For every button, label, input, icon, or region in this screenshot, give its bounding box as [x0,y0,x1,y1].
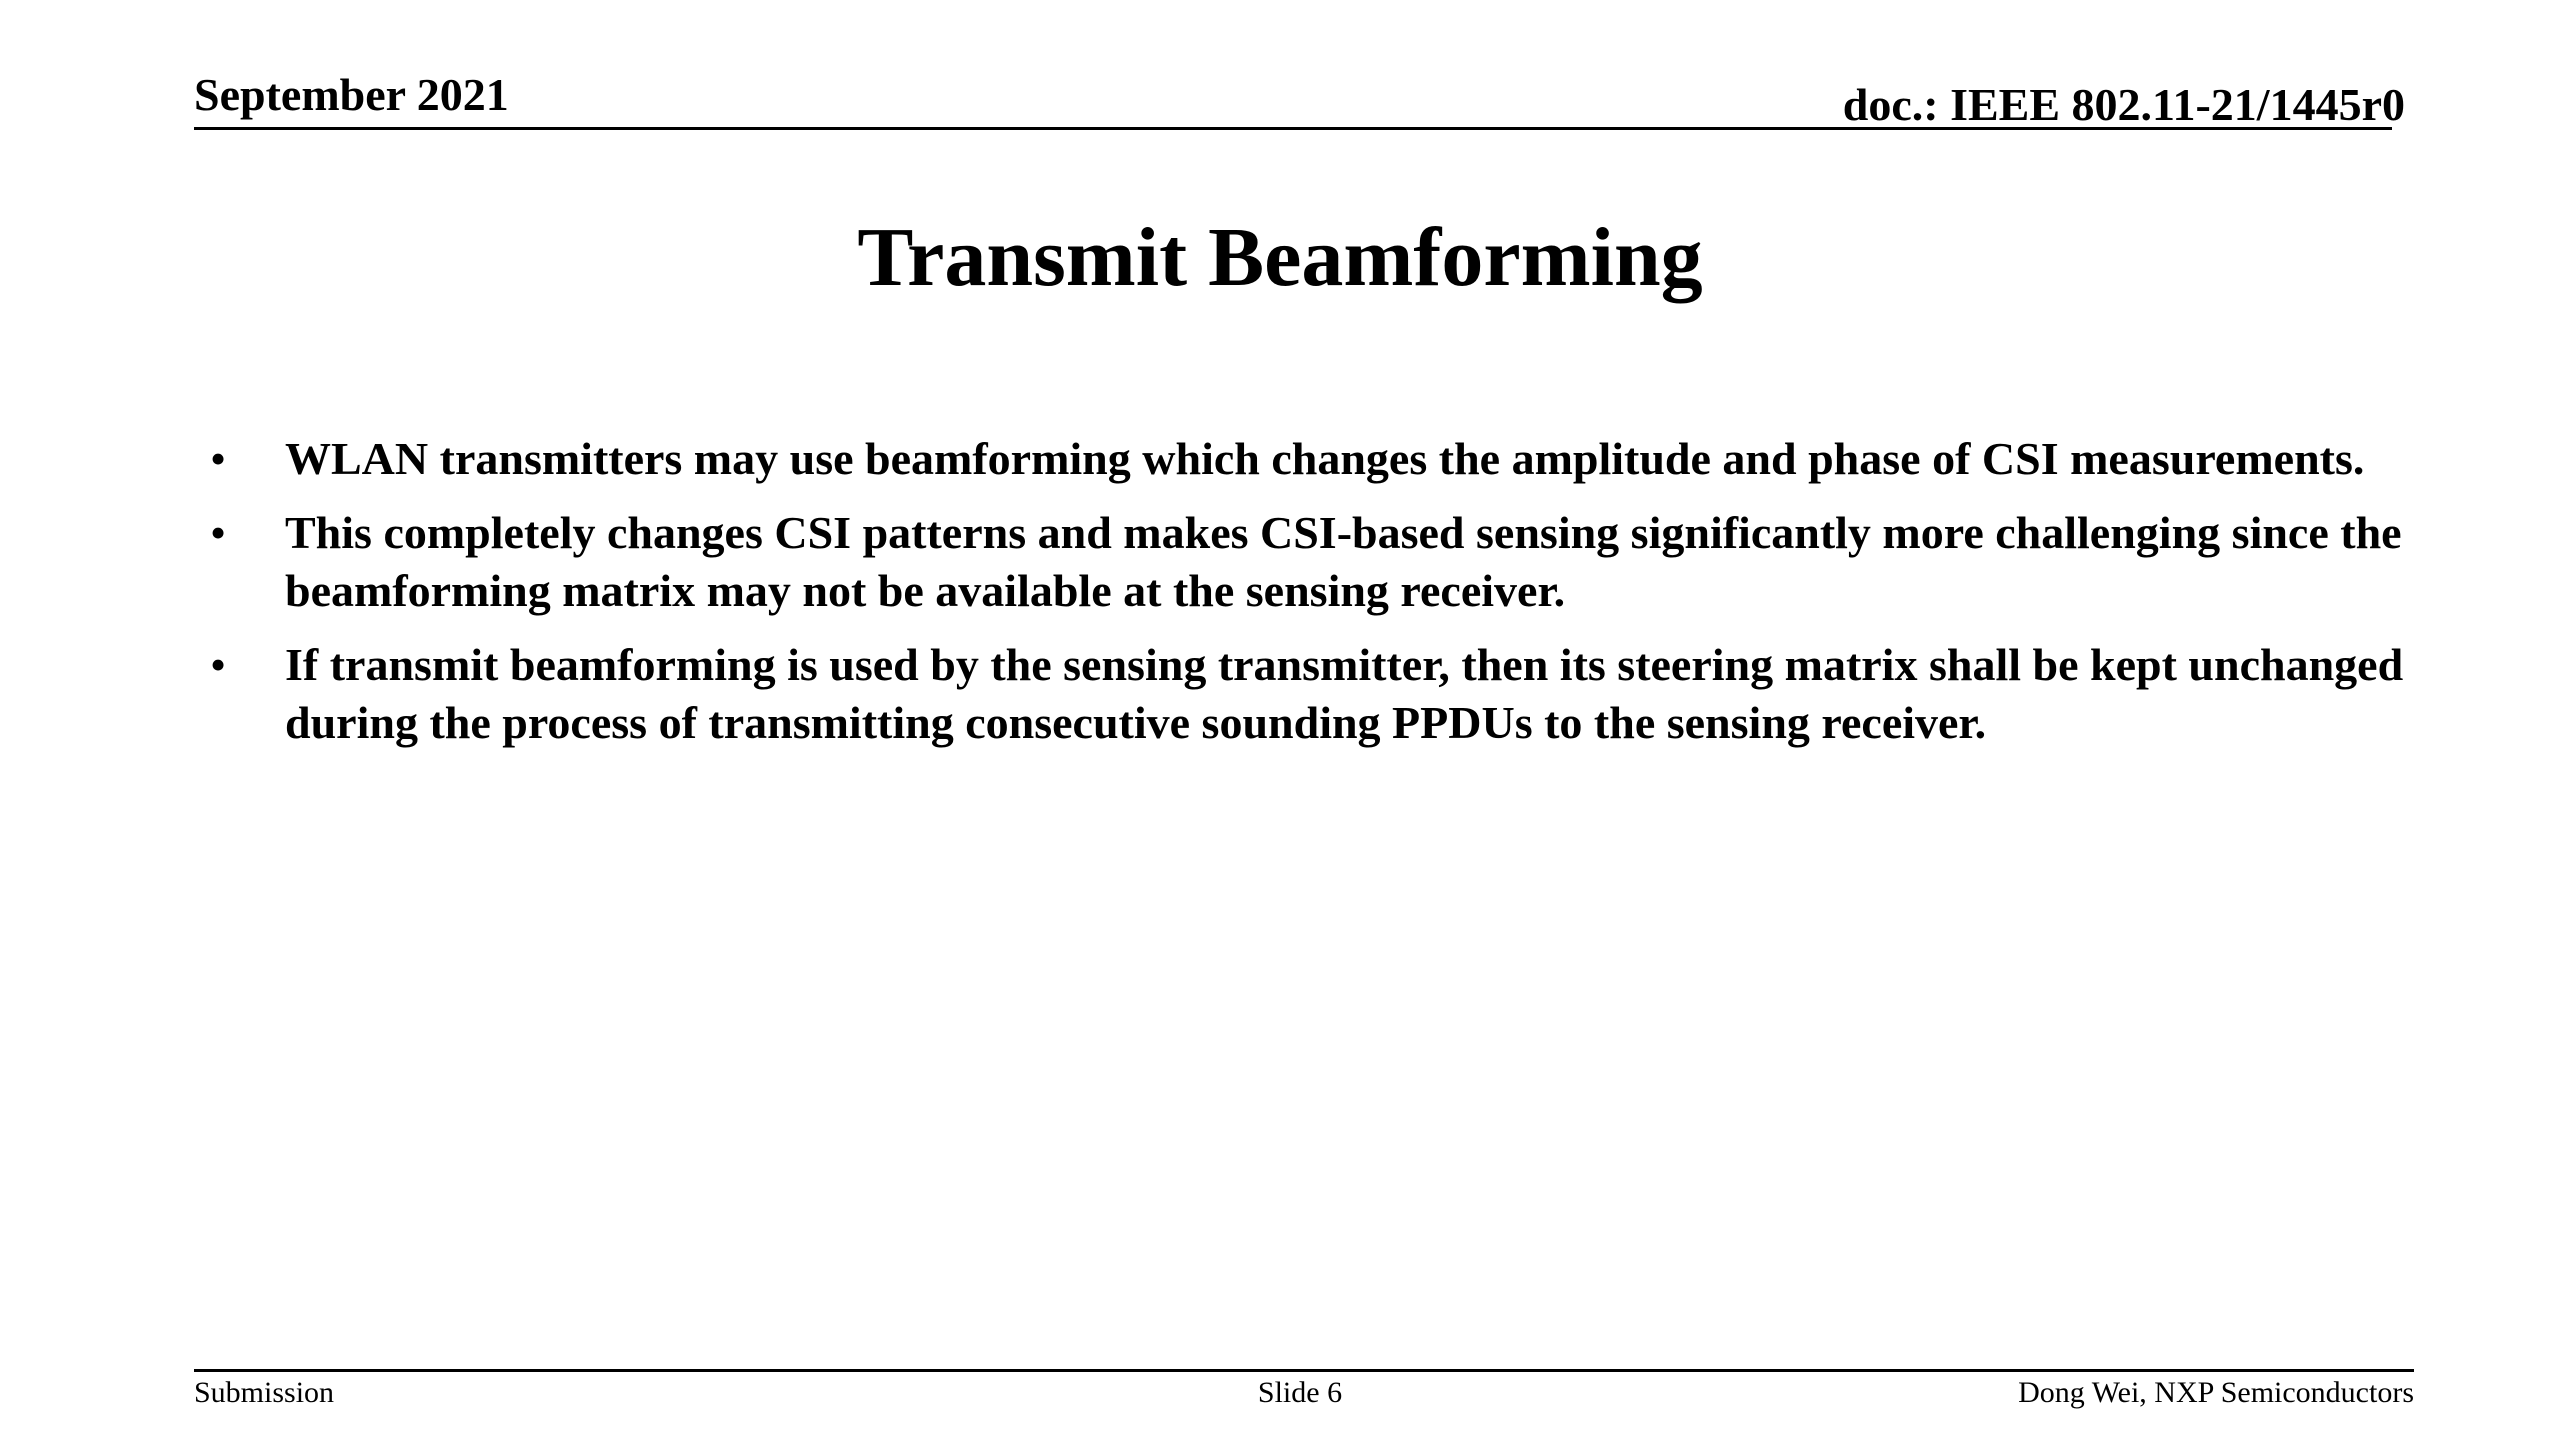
footer-divider [194,1369,2414,1372]
bullet-item [210,636,2410,752]
bullet-item [210,504,2410,620]
bullet-item [210,430,2410,488]
bullet-marker: • [210,433,227,484]
bullet-marker: • [210,507,227,558]
bullet-text: WLAN transmitters may use beamforming which changes the amplitude and phase of CSI measurements. [285,433,2365,484]
slide-title: Transmit Beamforming [857,211,1703,304]
footer-submission: Submission [194,1376,335,1409]
bullet-text: This completely changes CSI patterns and makes CSI-based sensing significantly more challenging since the beamforming matrix may not be available at the sensing receiver. [285,507,2402,616]
bullet-list [210,430,2410,768]
bullet-text: If transmit beamforming is used by the sensing transmitter, then its steering matrix shall be kept unchanged during the process of transmitting consecutive sounding PPDUs to the sensing receiver. [285,639,2404,748]
footer-slide-number: Slide 6 [1257,1376,1343,1409]
bullet-marker: • [210,639,227,690]
footer-author: Dong Wei, NXP Semiconductors [2018,1376,2414,1409]
header-date: September 2021 [194,69,509,120]
header-doc-id: doc.: IEEE 802.11-21/1445r0 [1842,79,2405,130]
header-divider [194,127,2392,130]
